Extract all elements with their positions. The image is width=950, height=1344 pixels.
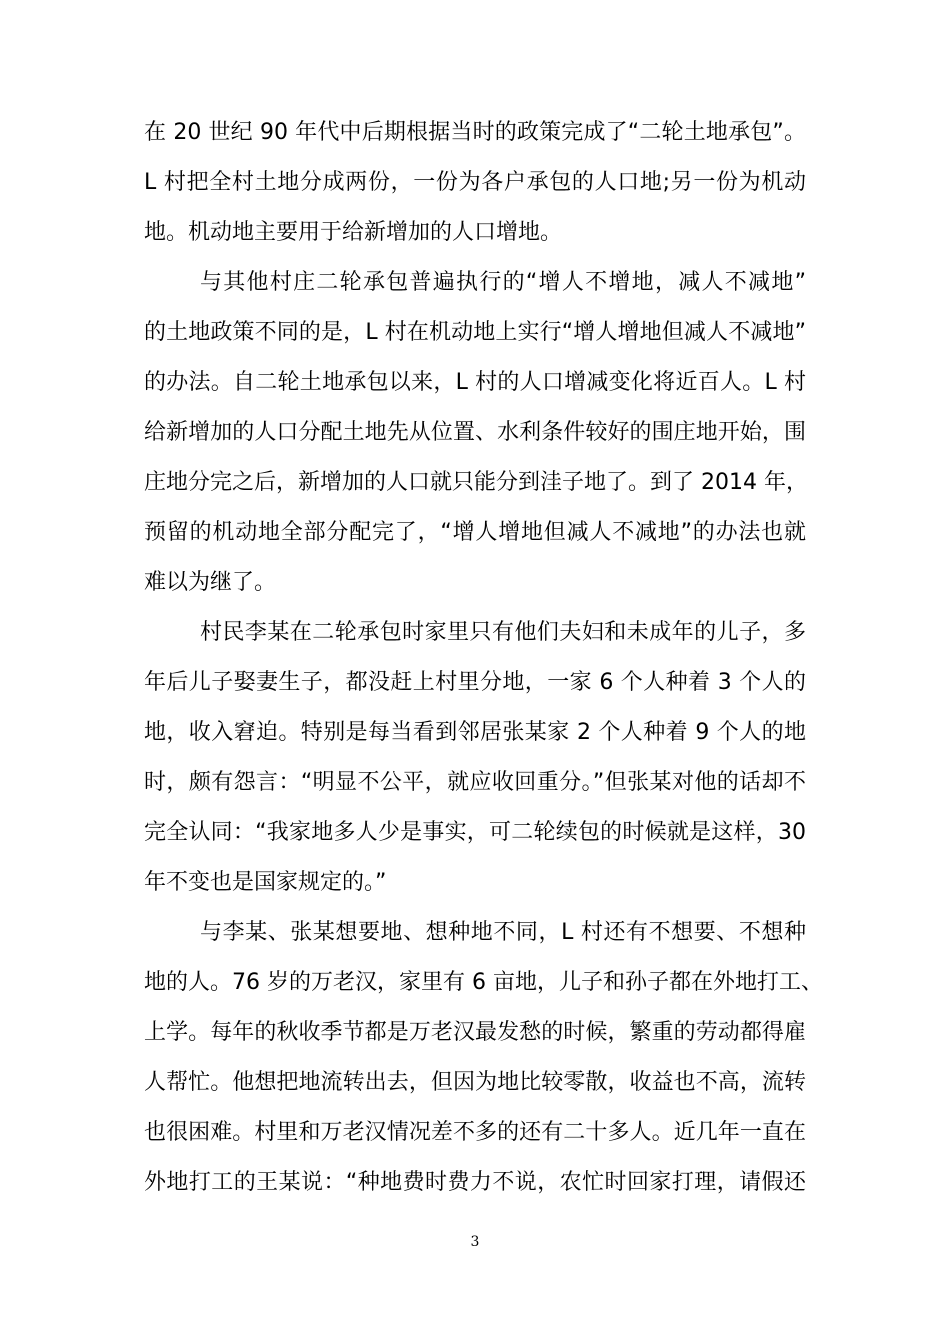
- text-line: 在 20 世纪 90 年代中后期根据当时的政策完成了“二轮土地承包”。: [144, 120, 806, 145]
- text-line: 村民李某在二轮承包时家里只有他们夫妇和未成年的儿子，多: [200, 620, 806, 645]
- text-line: 年不变也是国家规定的。”: [144, 870, 387, 895]
- text-line: 与其他村庄二轮承包普遍执行的“增人不增地，减人不减地”: [200, 270, 806, 295]
- paragraph-3: [144, 608, 806, 908]
- text-line: 预留的机动地全部分配完了，“增人增地但减人不减地”的办法也就: [144, 520, 806, 545]
- page-number: 3: [470, 1234, 480, 1250]
- text-line: 庄地分完之后，新增加的人口就只能分到洼子地了。到了 2014 年，: [144, 470, 808, 495]
- text-line: 地。机动地主要用于给新增加的人口增地。: [144, 220, 563, 245]
- text-line: 上学。每年的秋收季节都是万老汉最发愁的时候，繁重的劳动都得雇: [144, 1020, 806, 1045]
- text-line: 与李某、张某想要地、想种地不同，L 村还有不想要、不想种: [200, 920, 806, 945]
- text-line: 时，颇有怨言：“明显不公平，就应收回重分。”但张某对他的话却不: [144, 770, 806, 795]
- paragraph-4: [144, 908, 823, 1208]
- text-line: 也很困难。村里和万老汉情况差不多的还有二十多人。近几年一直在: [144, 1120, 806, 1145]
- text-line: L 村把全村土地分成两份，一份为各户承包的人口地;另一份为机动: [144, 170, 806, 195]
- text-line: 年后儿子娶妻生子，都没赶上村里分地，一家 6 个人种着 3 个人的: [144, 670, 806, 695]
- text-line: 地，收入窘迫。特别是每当看到邻居张某家 2 个人种着 9 个人的地: [144, 720, 806, 745]
- paragraph-2: [144, 258, 806, 608]
- text-line: 外地打工的王某说：“种地费时费力不说，农忙时回家打理，请假还: [144, 1170, 806, 1195]
- text-line: 给新增加的人口分配土地先从位置、水利条件较好的围庄地开始，围: [144, 420, 806, 445]
- text-line: 的办法。自二轮土地承包以来，L 村的人口增减变化将近百人。L 村: [144, 370, 806, 395]
- paragraph-1: [144, 108, 806, 258]
- text-line: 的土地政策不同的是，L 村在机动地上实行“增人增地但减人不减地”: [144, 320, 806, 345]
- document-body: [144, 108, 823, 1208]
- text-line: 人帮忙。他想把地流转出去，但因为地比较零散，收益也不高，流转: [144, 1070, 806, 1095]
- text-line: 难以为继了。: [144, 570, 277, 595]
- text-line: 地的人。76 岁的万老汉，家里有 6 亩地，儿子和孙子都在外地打工、: [144, 970, 823, 995]
- text-line: 完全认同：“我家地多人少是事实，可二轮续包的时候就是这样，30: [144, 820, 806, 845]
